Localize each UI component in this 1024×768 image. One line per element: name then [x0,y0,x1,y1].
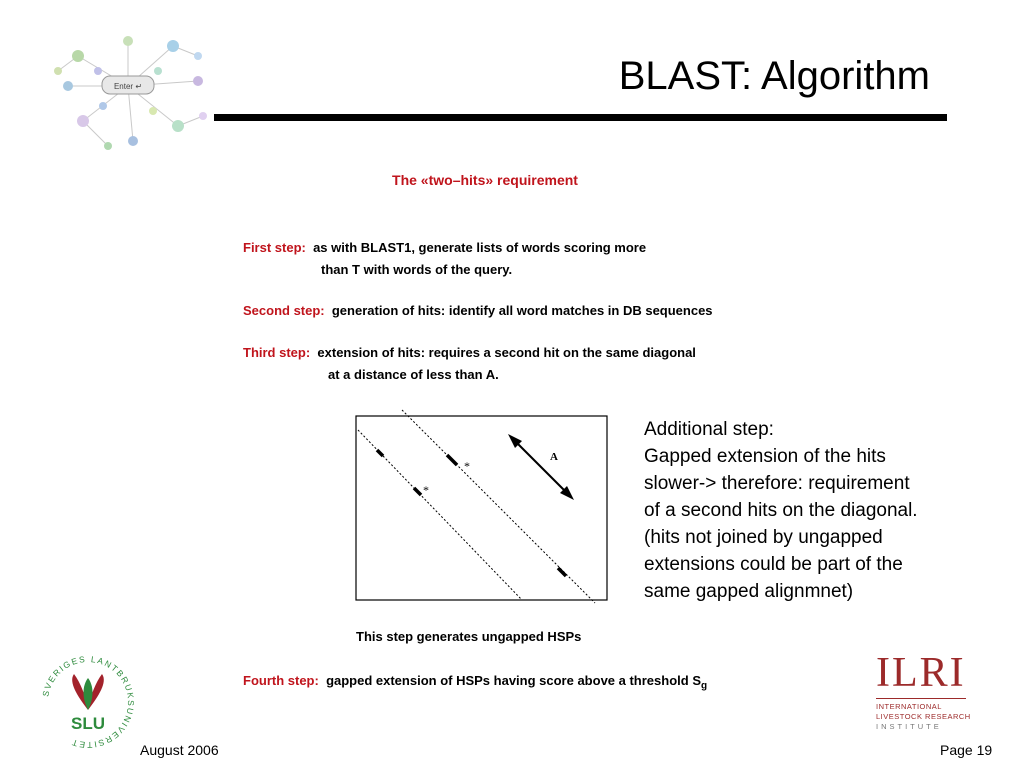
additional-line: Gapped extension of the hits [644,446,886,467]
hit-marker-1: * [464,459,470,473]
threshold-subscript: g [701,680,708,692]
third-step-text: extension of hits: requires a second hit on the same diagonal [317,345,696,360]
additional-line: slower-> therefore: requirement [644,473,910,494]
second-step-text: generation of hits: identify all word matches in DB sequences [331,303,713,318]
hit-marker-2: * [423,483,429,497]
first-step-continuation: than T with words of the query. [321,262,513,277]
section-subtitle: The «two–hits» requirement [392,172,578,188]
diagram-caption: This step generates ungapped HSPs [356,629,582,644]
distance-label-a: A [550,451,558,463]
hit-segment [377,450,383,456]
fourth-step [243,673,707,695]
molecule-network-logo [38,26,218,156]
molecule-button-label: Enter ↵ [113,82,143,91]
ilri-line-2: LIVESTOCK RESEARCH [876,712,971,721]
second-step [243,303,713,319]
second-step-label: Second step: [243,303,325,318]
ilri-logo [876,650,971,732]
additional-line: (hits not joined by ungapped [644,527,883,548]
first-step-text: as with BLAST1, generate lists of words scoring more [313,240,647,255]
ilri-line-3: INSTITUTE [876,722,942,731]
footer-date: August 2006 [140,742,219,758]
ilri-wordmark: ILRI [876,650,966,696]
ilri-rule [876,698,966,699]
additional-line: of a second hits on the diagonal. [644,500,918,521]
hit-segment [447,455,457,465]
slu-logo [38,652,138,752]
fourth-step-text: gapped extension of HSPs having score above a threshold S [326,673,701,688]
fourth-step-label: Fourth step: [243,673,319,688]
third-step-continuation: at a distance of less than A. [328,367,499,382]
distance-arrow [512,438,570,496]
additional-line: same gapped alignmnet) [644,581,854,602]
slu-ring-text: SVERIGES LANTBRUKSUNIVERSITET [40,653,137,751]
dot-plot-frame [356,416,607,600]
third-step-label: Third step: [243,345,311,360]
additional-step-note [644,416,918,605]
additional-line: extensions could be part of the [644,554,903,575]
title-rule [214,114,947,121]
third-step [243,345,696,361]
ilri-line-1: INTERNATIONAL [876,702,942,711]
first-step [243,240,646,256]
additional-line: Additional step: [644,419,774,440]
hit-segment [414,488,421,495]
diagonal-hits-diagram [350,408,615,608]
footer-page-number: Page 19 [940,742,993,758]
first-step-label: First step: [243,240,306,255]
page-title: BLAST: Algorithm [618,54,930,98]
slu-wordmark: SLU [71,714,105,733]
hit-segment [558,568,566,576]
